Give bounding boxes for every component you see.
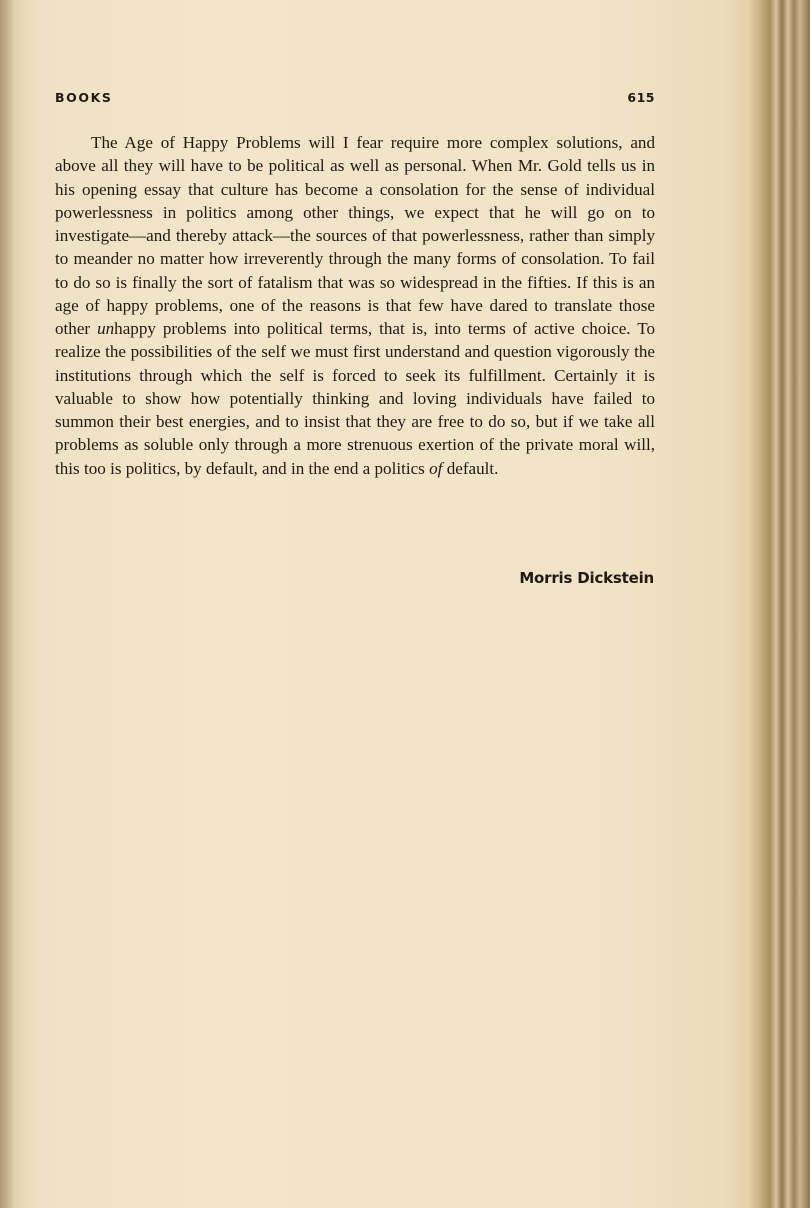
gutter-shadow [0, 0, 14, 1208]
paragraph-text: happy problems into political terms, that is, into terms of active choice. To realize the possibilities of the self we must first understand and question vigorously the institutions through which the self is forced to seek its fulfillment. Certainly it is valuable to show how potentially thinking and loving individuals have failed to summon their best energies, and to insist that they are free to do so, but if we take all problems as soluble only through a more strenuous exertion of the private moral will, this too is politics, by default, and in the end a politics [55, 319, 655, 478]
page-header [55, 90, 655, 110]
running-head: BOOKS [55, 90, 113, 105]
article-paragraph [55, 131, 655, 480]
page-number: 615 [627, 90, 655, 105]
author-signature: Morris Dickstein [519, 569, 654, 587]
paragraph-text: default. [442, 458, 499, 478]
paragraph-text: The Age of Happy Problems will I fear require more complex solutions, and above all they will have to be political as well as personal. When Mr. Gold tells us in his opening essay that culture has become a consolation for the sense of individual powerlessness in politics among other things, we expect that he will go on to investigate—and thereby attack—the sources of that powerlessness, rather than simply to meander no matter how irreverently through the many forms of consolation. To fail to do so is finally the sort of fatalism that was so widespread in the fifties. If this is an age of happy problems, one of the reasons is that few have dared to translate those other [55, 133, 655, 338]
italic-emphasis: of [429, 458, 443, 478]
italic-emphasis: un [97, 319, 115, 338]
